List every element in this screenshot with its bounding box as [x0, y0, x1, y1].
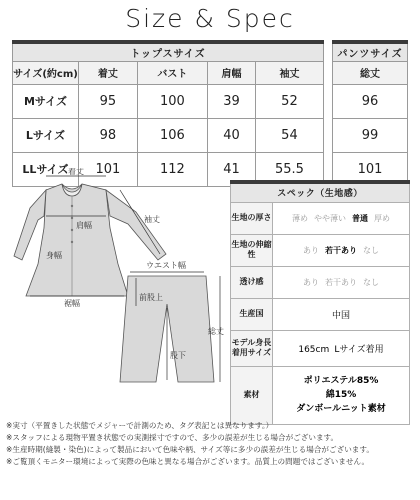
column-header: 総丈	[333, 61, 408, 84]
table-row	[333, 118, 408, 152]
spec-row-origin	[231, 298, 410, 330]
option-normal-selected: 普通	[352, 213, 368, 223]
size-label: Lサイズ	[13, 118, 79, 152]
spec-header: スペック（生地感）	[231, 182, 410, 202]
hem-label: 裾幅	[64, 299, 80, 308]
spec-label: 素材	[231, 366, 273, 424]
model-size: Lサイズ着用	[334, 344, 384, 355]
table-row	[13, 84, 324, 118]
table-cell: 100	[137, 84, 207, 118]
column-header: 肩幅	[208, 61, 256, 84]
note-line: ※ご覧頂くモニター環境によって実際の色味と異なる場合がございます。品質上の問題ではございません。	[6, 457, 370, 466]
option-thin: 薄め	[292, 213, 308, 223]
table-cell: 98	[79, 118, 138, 152]
pants-size-header: パンツサイズ	[333, 42, 408, 61]
material-line: ダンボールニット素材	[296, 404, 386, 414]
spec-row-thickness	[231, 202, 410, 234]
spec-label: 生地の厚さ	[231, 202, 273, 234]
table-cell: 96	[333, 84, 408, 118]
column-header: バスト	[137, 61, 207, 84]
column-header: 着丈	[79, 61, 138, 84]
sleeve-label: 袖丈	[144, 215, 160, 224]
page-title: Size & Spec	[125, 4, 295, 33]
option-no: なし	[363, 277, 379, 287]
table-cell: 106	[137, 118, 207, 152]
width-label: 身幅	[46, 251, 62, 260]
spec-table	[230, 180, 410, 425]
pants-size-table	[332, 40, 408, 187]
column-header: サイズ(約cm)	[13, 61, 79, 84]
spec-label: 透け感	[231, 266, 273, 298]
spec-row-stretch	[231, 234, 410, 266]
spec-label: 生地の伸縮性	[231, 234, 273, 266]
table-cell: 95	[79, 84, 138, 118]
model-height: 165cm	[298, 344, 330, 355]
notes-section	[6, 420, 416, 468]
front-rise-label: 前股上	[139, 293, 163, 302]
tops-size-table	[12, 40, 324, 187]
table-cell: 99	[333, 118, 408, 152]
option-yes: あり	[303, 277, 319, 287]
size-label: Mサイズ	[13, 84, 79, 118]
length-label: 着丈	[68, 168, 84, 176]
table-cell: 41	[208, 152, 256, 186]
inseam-label: 股下	[170, 351, 186, 360]
note-line: ※生産時期(縫製・染色)によって製品において色味や柄、サイズ等に多少の誤差が生じる場合がございます。	[6, 445, 374, 454]
option-no: なし	[363, 245, 379, 255]
option-thick: 厚め	[374, 213, 390, 223]
spec-row-sheerness	[231, 266, 410, 298]
material-line: ポリエステル85%	[303, 376, 379, 386]
table-cell: 101	[333, 152, 408, 186]
option-slight-selected: 若干あり	[325, 245, 357, 255]
table-cell: 39	[208, 84, 256, 118]
spec-row-material	[231, 366, 410, 424]
total-length-label: 総丈	[208, 327, 224, 336]
spec-row-model	[231, 330, 410, 366]
option-slightly-thin: やや薄い	[314, 213, 346, 223]
size-label: LLサイズ	[13, 152, 79, 186]
origin-value: 中国	[331, 310, 350, 321]
option-yes: あり	[303, 245, 319, 255]
table-row	[333, 84, 408, 118]
table-cell: 52	[255, 84, 323, 118]
spec-options	[273, 202, 410, 234]
note-line: ※スタッフによる現物平置き状態での実測採寸ですので、多少の誤差が生じる場合がございます。	[6, 433, 339, 442]
table-cell: 40	[208, 118, 256, 152]
table-cell: 55.5	[255, 152, 323, 186]
option-slight: 若干あり	[325, 277, 357, 287]
material-line: 綿15%	[325, 390, 357, 400]
spec-options	[273, 234, 410, 266]
tops-size-header: トップスサイズ	[13, 42, 324, 61]
note-line: ※実寸（平置きした状態でメジャーで計測のため、タグ表記とは異なります。）	[6, 421, 274, 430]
spec-options	[273, 266, 410, 298]
table-cell: 101	[79, 152, 138, 186]
garment-measurement-diagram	[6, 168, 228, 416]
spec-label: 生産国	[231, 298, 273, 330]
table-cell: 54	[255, 118, 323, 152]
shoulder-label: 肩幅	[76, 221, 92, 230]
table-cell: 112	[137, 152, 207, 186]
waist-label: ウエスト幅	[146, 261, 186, 270]
column-header: 袖丈	[255, 61, 323, 84]
table-row	[13, 118, 324, 152]
spec-label: モデル身長着用サイズ	[231, 330, 273, 366]
